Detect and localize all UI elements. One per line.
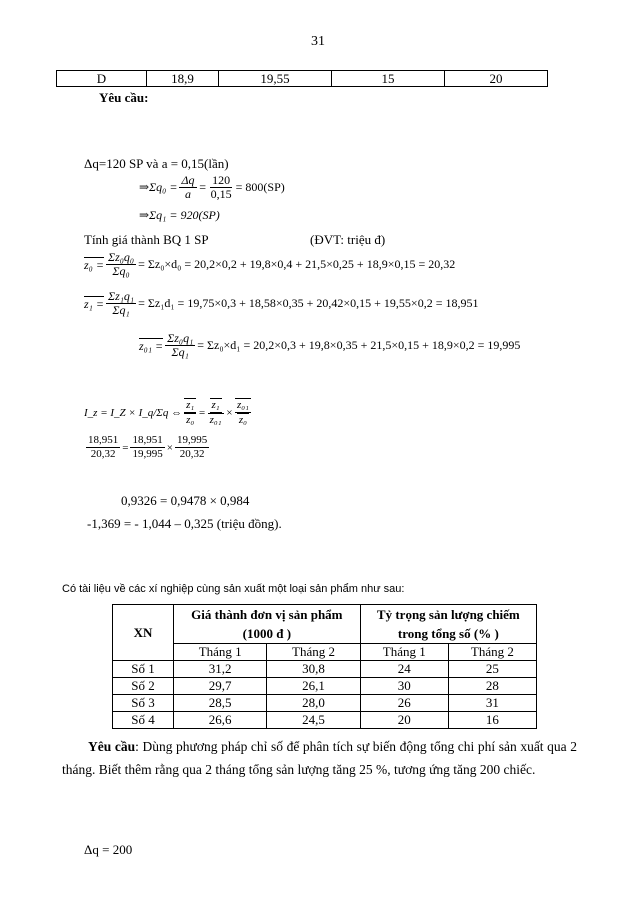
table-cell: Số 4 <box>113 712 174 729</box>
frac-num: z₁ <box>186 399 195 411</box>
z1-formula <box>84 290 478 317</box>
frac-den: 20,32 <box>90 448 116 460</box>
table-cell: 16 <box>448 712 536 729</box>
frac-num: Σz₀q₀ <box>107 250 135 264</box>
delta-q-line: Δq=120 SP và a = 0,15(lần) <box>84 156 229 171</box>
formula-lhs: z₁ = <box>84 296 104 311</box>
table-cell: Số 1 <box>113 661 174 678</box>
table-cell: Số 2 <box>113 678 174 695</box>
frac-den: Σq₁ <box>171 345 189 359</box>
unit-line-right: (ĐVT: triệu đ) <box>310 232 386 247</box>
formula-lhs: I_z = I_Z × I_q/Σq ⇔ <box>84 406 183 419</box>
table-cell: 24,5 <box>267 712 360 729</box>
header-line: trong tổng số (% ) <box>397 626 499 641</box>
frac-num: z₁ <box>211 399 220 411</box>
top-cell: D <box>57 71 147 86</box>
frac-num: 19,995 <box>176 434 208 446</box>
index-formula: I_z = I_Z × I_q/Σq ⇔ $\frac{\text{z₁}}{\text{z₀}}$ = $\frac{\text{z₁}}{\text{z₀₁}}$ × $\frac{\text{z₀₁}}{\text{z₀}}$ <box>84 399 249 426</box>
header-month: Tháng 2 <box>267 644 360 661</box>
bottom-line: Δq = 200 <box>84 842 133 857</box>
diff-line: -1,369 = - 1,044 – 0,325 (triệu đồng). <box>87 516 282 531</box>
header-line: Tỷ trọng sản lượng chiếm <box>376 607 520 622</box>
formula-rhs: = Σz₀×d₀ = 20,2×0,2 + 19,8×0,4 + 21,5×0,25 + 18,9×0,15 = 20,32 <box>138 257 456 271</box>
page-number: 31 <box>311 34 325 49</box>
table-cell: 20 <box>360 712 448 729</box>
table-cell: 26 <box>360 695 448 712</box>
frac-num: z₀₁ <box>237 399 249 411</box>
header-month: Tháng 1 <box>360 644 448 661</box>
top-cell: 20 <box>489 71 503 86</box>
frac-num: 18,951 <box>88 434 119 446</box>
formula-lhs: ⇒Σq₀ = <box>139 180 178 194</box>
frac-num: Σz₁q₁ <box>107 289 135 303</box>
table-row <box>113 712 537 729</box>
frac-num: Δq <box>181 173 195 187</box>
table-cell: 30,8 <box>267 661 360 678</box>
table-cell: 26,6 <box>174 712 267 729</box>
sum-q1-formula: ⇒Σq₁ = 920(SP) <box>139 208 220 222</box>
index-numeric: $\frac{18,951}{20,32}$ = $\frac{18,951}{19,995}$ × $\frac{19,995}{20,32}$ <box>88 434 208 460</box>
frac-den: z₀₁ <box>209 414 222 426</box>
header-group-cost <box>174 605 361 644</box>
top-table-row <box>56 70 548 87</box>
top-cell: 15 <box>332 71 445 86</box>
formula-lhs: z₀ = <box>84 257 104 272</box>
table-row <box>113 695 537 712</box>
intro-line: Có tài liệu về các xí nghiệp cùng sản xuất một loại sản phẩm như sau: <box>62 583 405 595</box>
table-cell: 28,5 <box>174 695 267 712</box>
frac-num: 18,951 <box>132 434 163 446</box>
table-cell: 25 <box>448 661 536 678</box>
header-xn: XN <box>113 605 174 661</box>
table-cell: 24 <box>360 661 448 678</box>
header-line: Giá thành đơn vị sản phẩm <box>191 607 343 622</box>
frac-den: 20,32 <box>179 448 205 460</box>
frac-den: Σq₁ <box>112 303 130 317</box>
frac-num: Σz₀q₁ <box>167 331 194 345</box>
header-group-share <box>360 605 536 644</box>
formula-rhs: = Σz₁d₁ = 19,75×0,3 + 18,58×0,35 + 20,42×0,15 + 19,55×0,2 = 18,951 <box>138 296 479 310</box>
table-row <box>113 678 537 695</box>
table-cell: 28,0 <box>267 695 360 712</box>
frac-den: 0,15 <box>210 187 232 201</box>
formula-rhs: = Σz₀×d₁ = 20,2×0,3 + 19,8×0,35 + 21,5×0,15 + 18,9×0,2 = 19,995 <box>197 338 521 352</box>
ratio-line: 0,9326 = 0,9478 × 0,984 <box>121 493 250 508</box>
frac-num: 120 <box>212 173 231 187</box>
header-month: Tháng 2 <box>448 644 536 661</box>
table-cell: Số 3 <box>113 695 174 712</box>
table-row <box>113 661 537 678</box>
formula-rhs: = 800(SP) <box>235 180 285 194</box>
top-cell: 18,9 <box>147 71 219 86</box>
frac-den: z₀ <box>186 414 195 426</box>
task-paragraph <box>62 735 577 781</box>
frac-den: 19,995 <box>132 448 163 460</box>
formula-eq: = <box>198 180 207 194</box>
table-cell: 26,1 <box>267 678 360 695</box>
frac-den: a <box>184 187 191 201</box>
header-line: (1000 đ ) <box>242 626 292 641</box>
unit-line-left: Tính giá thành BQ 1 SP <box>84 232 209 247</box>
table-cell: 28 <box>448 678 536 695</box>
top-cell: 19,55 <box>219 71 332 86</box>
enterprise-table <box>112 604 537 729</box>
table-cell: 30 <box>360 678 448 695</box>
table-cell: 31,2 <box>174 661 267 678</box>
header-month: Tháng 1 <box>174 644 267 661</box>
frac-den: z₀ <box>238 414 248 426</box>
z01-formula <box>139 332 520 359</box>
req-heading: Yêu cầu: <box>99 90 149 105</box>
table-cell: 29,7 <box>174 678 267 695</box>
table-cell: 31 <box>448 695 536 712</box>
sum-q0-formula <box>139 174 285 201</box>
frac-den: Σq₀ <box>112 264 130 278</box>
formula-lhs: z₀₁ = <box>139 338 164 353</box>
task-text: : Dùng phương pháp chỉ số để phân tích sự biến động tổng chi phí sản xuất qua 2 tháng. Biết thêm rằng qua 2 tháng tổng sản lượng tăng 25 %, tương ứng tăng 200 chiếc. <box>62 739 577 777</box>
z0-formula <box>84 251 455 278</box>
task-label: Yêu cầu <box>88 739 136 754</box>
